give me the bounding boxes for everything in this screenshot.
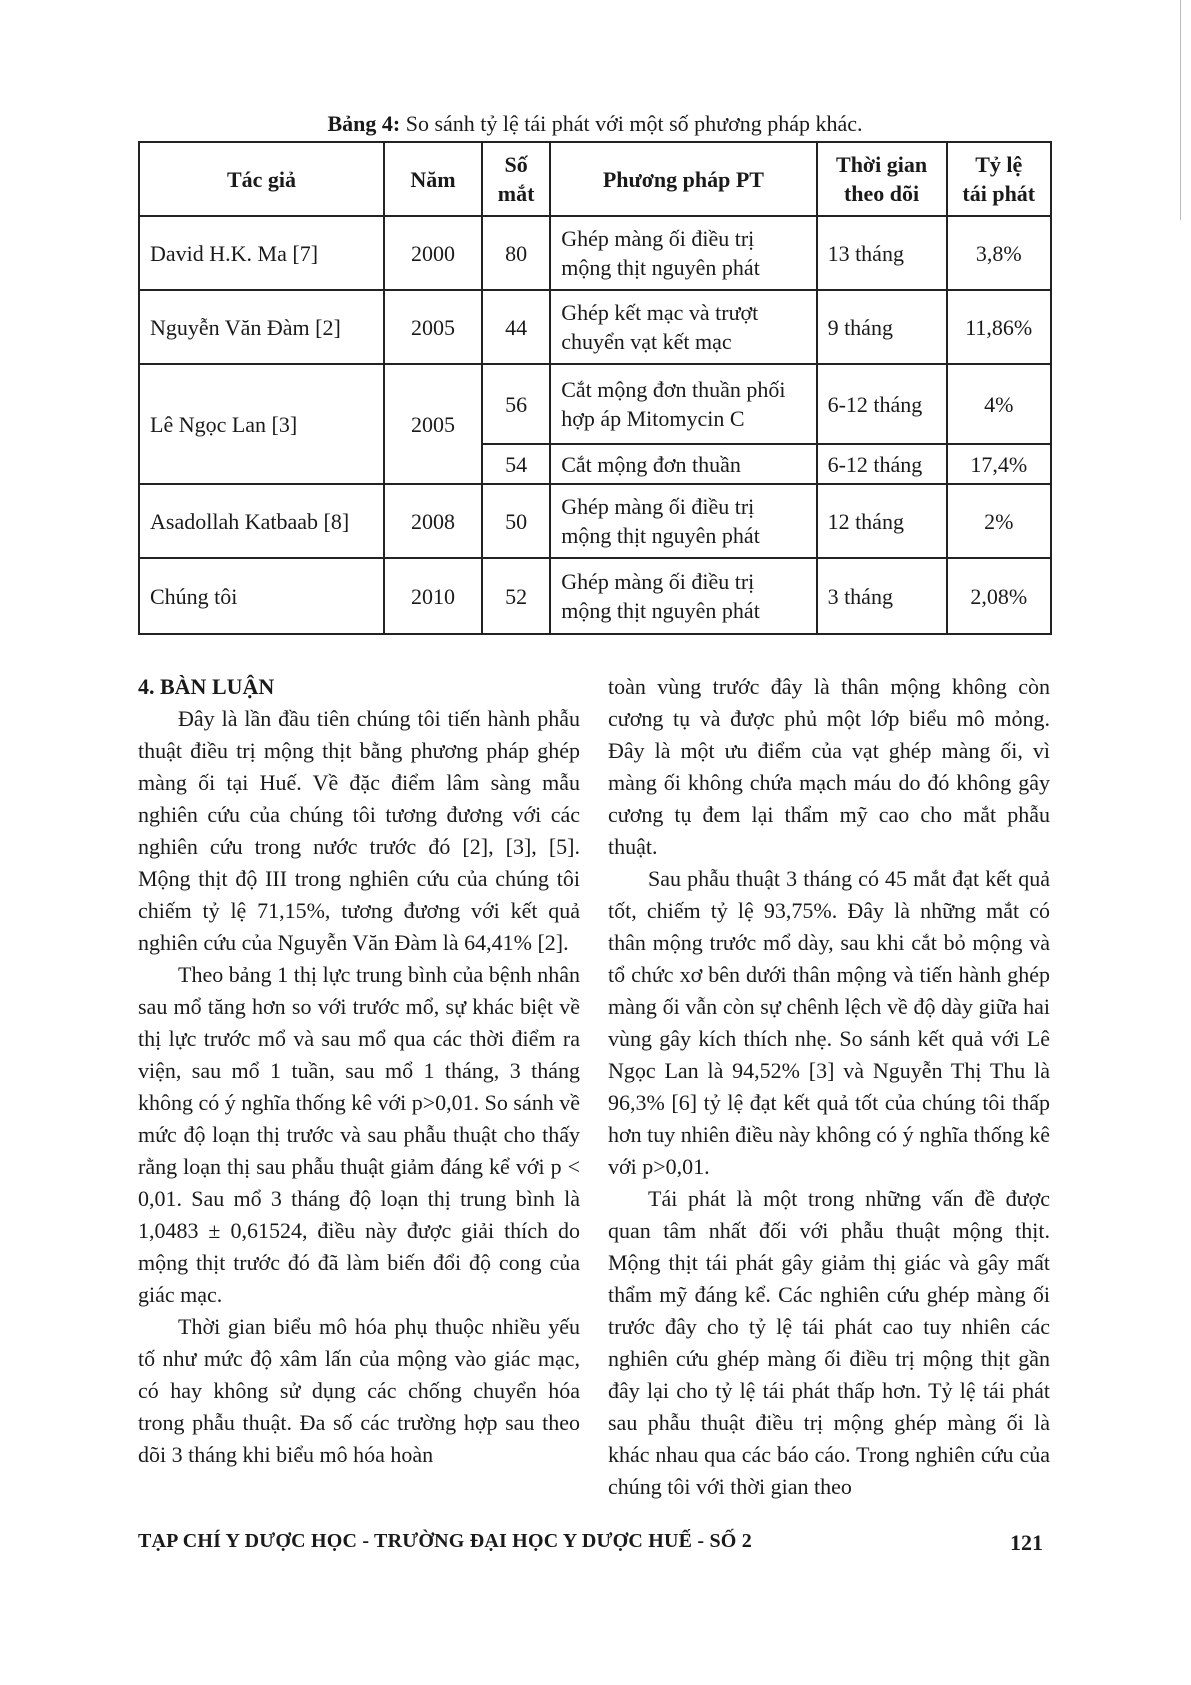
cell-eyes: 52 <box>482 558 550 634</box>
cell-year: 2010 <box>384 558 482 634</box>
table-row <box>139 484 1051 558</box>
header-eyes: Số mắt <box>482 142 550 216</box>
cell-year: 2005 <box>384 364 482 484</box>
cell-rate: 2,08% <box>947 558 1051 634</box>
cell-method: Ghép màng ối điều trị mộng thịt nguyên phát <box>550 216 816 290</box>
cell-author: Asadollah Katbaab [8] <box>139 484 384 558</box>
cell-eyes: 50 <box>482 484 550 558</box>
cell-eyes: 44 <box>482 290 550 364</box>
cell-rate: 17,4% <box>947 444 1051 484</box>
cell-rate: 2% <box>947 484 1051 558</box>
cell-year: 2000 <box>384 216 482 290</box>
cell-follow-up: 9 tháng <box>817 290 947 364</box>
cell-author: Lê Ngọc Lan [3] <box>139 364 384 484</box>
cell-eyes: 80 <box>482 216 550 290</box>
table-row <box>139 290 1051 364</box>
table-row <box>139 558 1051 634</box>
journal-footer: TẠP CHÍ Y DƯỢC HỌC - TRƯỜNG ĐẠI HỌC Y DƯỢC HUẾ - SỐ 2 <box>138 1530 752 1552</box>
cell-author: Nguyễn Văn Đàm [2] <box>139 290 384 364</box>
header-year: Năm <box>384 142 482 216</box>
cell-method: Ghép màng ối điều trị mộng thịt nguyên phát <box>550 558 816 634</box>
header-recurrence-rate: Tỷ lệ tái phát <box>947 142 1051 216</box>
cell-follow-up: 13 tháng <box>817 216 947 290</box>
cell-method: Cắt mộng đơn thuần phối hợp áp Mitomycin C <box>550 364 816 444</box>
table-row <box>139 364 1051 444</box>
header-author: Tác giả <box>139 142 384 216</box>
paragraph: toàn vùng trước đây là thân mộng không còn cương tụ và được phủ một lớp biểu mô mỏng. Đây là một ưu điểm của vạt ghép màng ối, vì màng ối không chứa mạch máu do đó không gây cương tụ đem lại thẩm mỹ cao cho mắt phẫu thuật. <box>608 674 1050 859</box>
cell-year: 2008 <box>384 484 482 558</box>
recurrence-comparison-table <box>138 141 1052 635</box>
cell-method: Cắt mộng đơn thuần <box>550 444 816 484</box>
cell-author: Chúng tôi <box>139 558 384 634</box>
left-column <box>138 671 580 1471</box>
paragraph: Đây là lần đầu tiên chúng tôi tiến hành phẫu thuật điều trị mộng thịt bằng phương pháp ghép màng ối tại Huế. Về đặc điểm lâm sàng mẫu nghiên cứu của chúng tôi tương đương với các nghiên cứu trong nước trước đó [2], [3], [5]. Mộng thịt độ III trong nghiên cứu của chúng tôi chiếm tỷ lệ 71,15%, tương đương với kết quả nghiên cứu của Nguyễn Văn Đàm là 64,41% [2]. <box>138 706 580 955</box>
paragraph: Tái phát là một trong những vấn đề được quan tâm nhất đối với phẫu thuật mộng thịt. Mộng thịt tái phát gây giảm thị giác và gây mất thẩm mỹ đáng kể. Các nghiên cứu ghép màng ối trước đây cho tỷ lệ tái phát cao tuy nhiên các nghiên cứu ghép màng ối điều trị mộng thịt gần đây lại cho tỷ lệ tái phát thấp hơn. Tỷ lệ tái phát sau phẫu thuật điều trị mộng ghép màng ối là khác nhau qua các báo cáo. Trong nghiên cứu của chúng tôi với thời gian theo <box>608 1186 1050 1499</box>
table-caption-label: Bảng 4: <box>327 111 401 136</box>
cell-rate: 11,86% <box>947 290 1051 364</box>
table-caption-text: So sánh tỷ lệ tái phát với một số phương pháp khác. <box>405 111 863 136</box>
header-method: Phương pháp PT <box>550 142 816 216</box>
cell-year: 2005 <box>384 290 482 364</box>
cell-follow-up: 3 tháng <box>817 558 947 634</box>
table-caption <box>138 110 1052 138</box>
paragraph: Theo bảng 1 thị lực trung bình của bệnh nhân sau mổ tăng hơn so với trước mổ, sự khác biệt về thị lực trước mổ và sau mổ qua các thời điểm ra viện, sau mổ 1 tuần, sau mổ 1 tháng, 3 tháng không có ý nghĩa thống kê với p>0,01. So sánh về mức độ loạn thị trước và sau phẫu thuật cho thấy rằng loạn thị sau phẫu thuật giảm đáng kể với p < 0,01. Sau mổ 3 tháng độ loạn thị trung bình là 1,0483 ± 0,61524, điều này được giải thích do mộng thịt trước đó đã làm biến đổi độ cong của giác mạc. <box>138 962 580 1307</box>
table-header-row <box>139 142 1051 216</box>
right-column <box>608 671 1050 1503</box>
page-number: 121 <box>1010 1530 1043 1555</box>
cell-rate: 4% <box>947 364 1051 444</box>
cell-follow-up: 12 tháng <box>817 484 947 558</box>
cell-method: Ghép màng ối điều trị mộng thịt nguyên phát <box>550 484 816 558</box>
cell-rate: 3,8% <box>947 216 1051 290</box>
table-row <box>139 216 1051 290</box>
cell-eyes: 56 <box>482 364 550 444</box>
header-follow-up: Thời gian theo dõi <box>817 142 947 216</box>
cell-method: Ghép kết mạc và trượt chuyển vạt kết mạc <box>550 290 816 364</box>
section-heading: 4. BÀN LUẬN <box>138 674 275 699</box>
scan-edge-mark <box>1180 0 1181 220</box>
cell-follow-up: 6-12 tháng <box>817 444 947 484</box>
cell-eyes: 54 <box>482 444 550 484</box>
cell-follow-up: 6-12 tháng <box>817 364 947 444</box>
paragraph: Thời gian biểu mô hóa phụ thuộc nhiều yếu tố như mức độ xâm lấn của mộng vào giác mạc, có hay không sử dụng các chống chuyển hóa trong phẫu thuật. Đa số các trường hợp sau theo dõi 3 tháng khi biểu mô hóa hoàn <box>138 1314 580 1467</box>
cell-author: David H.K. Ma [7] <box>139 216 384 290</box>
paragraph: Sau phẫu thuật 3 tháng có 45 mắt đạt kết quả tốt, chiếm tỷ lệ 93,75%. Đây là những mắt có thân mộng trước mổ dày, sau khi cắt bỏ mộng và tổ chức xơ bên dưới thân mộng và tiến hành ghép màng ối vẫn còn sự chênh lệch về độ dày giữa hai vùng gây kích thích nhẹ. So sánh kết quả với Lê Ngọc Lan là 94,52% [3] và Nguyễn Thị Thu là 96,3% [6] tỷ lệ đạt kết quả tốt của chúng tôi thấp hơn tuy nhiên điều này không có ý nghĩa thống kê với p>0,01. <box>608 866 1050 1179</box>
